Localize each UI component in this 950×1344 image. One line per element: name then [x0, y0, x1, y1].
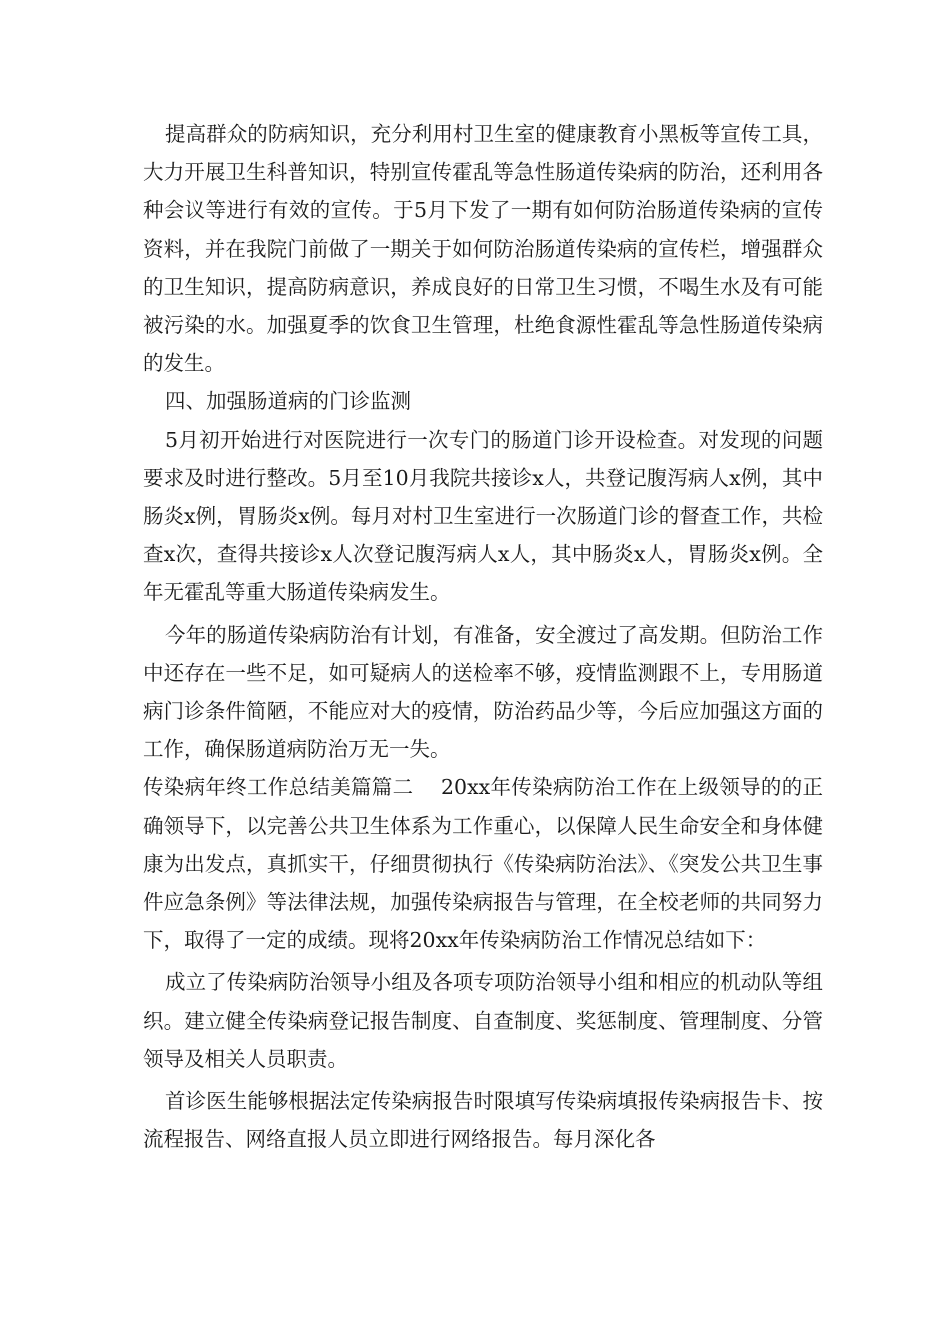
paragraph-organization: 成立了传染病防治领导小组及各项专项防治领导小组和相应的机动队等组织。建立健全传染病登记报告制度、自查制度、奖惩制度、管理制度、分管领导及相关人员职责。 [143, 970, 823, 1071]
paragraph-outpatient-inspection: 5月初开始进行对医院进行一次专门的肠道门诊开设检查。对发现的问题要求及时进行整改。5月至10月我院共接诊x人，共登记腹泻病人x例，其中肠炎x例，胃肠炎x例。每月对村卫生室进行一次肠道门诊的督查工作，共检查x次，查得共接诊x人次登记腹泻病人x人，其中肠炎x人，胃肠炎x例。全年无霍乱等重大肠道传染病发生。 [143, 427, 823, 605]
paragraph-health-education: 提高群众的防病知识，充分利用村卫生室的健康教育小黑板等宣传工具，大力开展卫生科普知识，特别宣传霍乱等急性肠道传染病的防治，还利用各种会议等进行有效的宣传。于5月下发了一期有如何防治肠道传染病的宣传资料，并在我院门前做了一期关于如何防治肠道传染病的宣传栏，增强群众的卫生知识，提高防病意识，养成良好的日常卫生习惯，不喝生水及有可能被污染的水。加强夏季的饮食卫生管理，杜绝食源性霍乱等急性肠道传染病的发生。 [143, 122, 823, 376]
paragraph-reporting: 首诊医生能够根据法定传染病报告时限填写传染病填报传染病报告卡、按流程报告、网络直报人员立即进行网络报告。每月深化各 [143, 1089, 823, 1152]
document-body [143, 115, 823, 1158]
paragraph-part-two-intro: 传染病年终工作总结美篇篇二 20xx年传染病防治工作在上级领导的的正确领导下，以完善公共卫生体系为工作重心，以保障人民生命安全和身体健康为出发点，真抓实干，仔细贯彻执行《传染病防治法》、《突发公共卫生事件应急条例》等法律法规，加强传染病报告与管理，在全校老师的共同努力下，取得了一定的成绩。现将20xx年传染病防治工作情况总结如下： [143, 775, 823, 953]
paragraph-year-summary: 今年的肠道传染病防治有计划，有准备，安全渡过了高发期。但防治工作中还存在一些不足，如可疑病人的送检率不够，疫情监测跟不上，专用肠道病门诊条件简陋，不能应对大的疫情，防治药品少等，今后应加强这方面的工作，确保肠道病防治万无一失。 [143, 622, 823, 762]
section-heading-outpatient-monitoring: 四、加强肠道病的门诊监测 [165, 389, 411, 414]
